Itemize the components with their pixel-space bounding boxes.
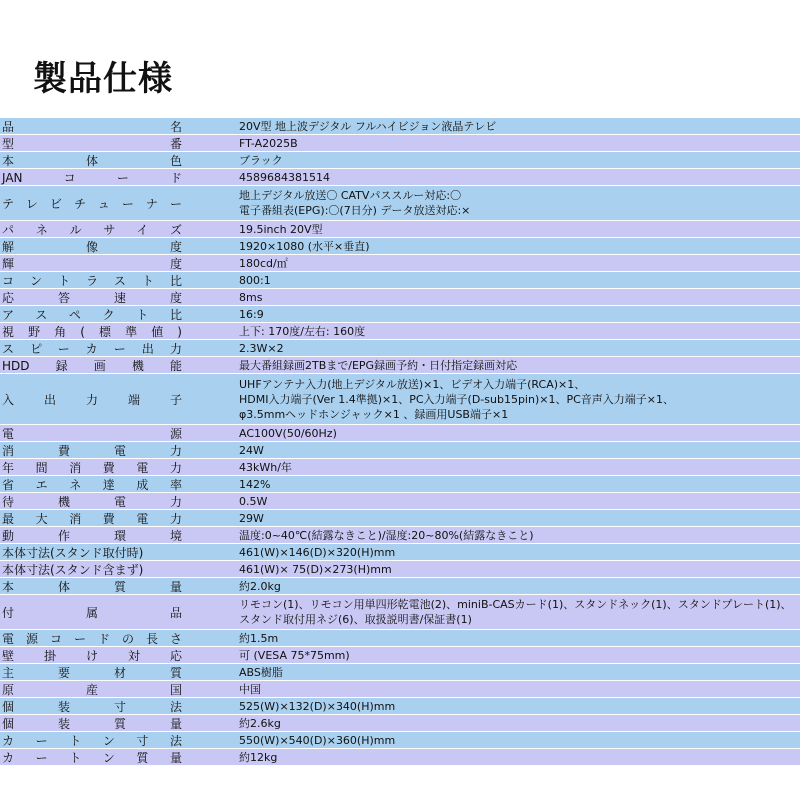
spec-value — [186, 732, 800, 748]
spec-row — [0, 578, 800, 595]
spec-label-text: 年間消費電力 — [2, 460, 182, 475]
spec-value — [186, 510, 800, 526]
spec-label — [0, 510, 186, 526]
spec-value-line: 525(W)×132(D)×340(H)mm — [239, 699, 396, 713]
spec-value-line: 電子番組表(EPG):〇(7日分) データ放送対応:× — [239, 204, 471, 217]
spec-label — [0, 169, 186, 185]
spec-value — [186, 578, 800, 594]
spec-value — [186, 221, 800, 237]
spec-value-line: HDMI入力端子(Ver 1.4準拠)×1、PC入力端子(D-sub15pin)×1、PC音声入力端子×1、 — [239, 392, 674, 406]
spec-row — [0, 664, 800, 681]
spec-label — [0, 425, 186, 441]
spec-value-line: ブラック — [239, 153, 283, 167]
spec-label-text: 本体色 — [2, 153, 182, 168]
spec-value — [186, 698, 800, 714]
spec-label — [0, 578, 186, 594]
spec-label-text: カートン質量 — [2, 750, 182, 765]
spec-label — [0, 459, 186, 475]
spec-row — [0, 749, 800, 766]
spec-label-text: 本体寸法(スタンド取付時) — [2, 545, 144, 560]
spec-label-text: 原産国 — [2, 682, 182, 697]
spec-row — [0, 595, 800, 630]
spec-value-line: リモコン(1)、リモコン用単四形乾電池(2)、miniB-CASカード(1)、スタンドネック(1)、スタンドプレート(1)、 — [239, 598, 792, 611]
spec-label-text: 最大消費電力 — [2, 511, 182, 526]
spec-label-text: 待機電力 — [2, 494, 182, 509]
spec-label — [0, 698, 186, 714]
spec-value — [186, 152, 800, 168]
spec-label-text: 本体質量 — [2, 579, 182, 594]
spec-value-line: 20V型 地上波デジタル フルハイビジョン液晶テレビ — [239, 119, 497, 133]
spec-value-line: 43kWh/年 — [239, 460, 292, 474]
spec-value — [186, 459, 800, 475]
spec-value — [186, 749, 800, 765]
spec-label-text: テレビチューナー — [2, 196, 182, 211]
spec-label-text: 電源 — [2, 426, 182, 441]
spec-label — [0, 544, 186, 560]
spec-row — [0, 732, 800, 749]
spec-label-text: HDD録画機能 — [2, 358, 182, 373]
spec-value — [186, 647, 800, 663]
spec-label-text: 個装寸法 — [2, 699, 182, 714]
spec-label — [0, 186, 186, 220]
spec-label-text: コントラスト比 — [2, 273, 182, 288]
spec-label-text: 型番 — [2, 136, 182, 151]
spec-label-text: 付属品 — [2, 605, 182, 620]
spec-value — [186, 476, 800, 492]
spec-label — [0, 630, 186, 646]
spec-label — [0, 749, 186, 765]
spec-value-line: スタンド取付用ネジ(6)、取扱説明書/保証書(1) — [239, 613, 472, 626]
spec-label-text: 省エネ達成率 — [2, 477, 182, 492]
spec-value — [186, 544, 800, 560]
spec-row — [0, 118, 800, 135]
spec-value-line: 中国 — [239, 682, 261, 696]
spec-label — [0, 289, 186, 305]
spec-label — [0, 374, 186, 424]
spec-label-text: 本体寸法(スタンド含まず) — [2, 562, 144, 577]
spec-label — [0, 221, 186, 237]
spec-label — [0, 715, 186, 731]
spec-value — [186, 186, 800, 220]
spec-label-text: 主要材質 — [2, 665, 182, 680]
spec-table — [0, 118, 800, 766]
spec-label-text: 品名 — [2, 119, 182, 134]
spec-row — [0, 698, 800, 715]
spec-value — [186, 425, 800, 441]
spec-value — [186, 493, 800, 509]
spec-value-line: 可 (VESA 75*75mm) — [239, 648, 350, 662]
spec-label — [0, 595, 186, 629]
spec-label — [0, 118, 186, 134]
page-title: 製品仕様 — [33, 59, 173, 99]
spec-value-line: 180cd/㎡ — [239, 256, 288, 270]
spec-label — [0, 476, 186, 492]
spec-value-line: 約2.6kg — [239, 716, 281, 730]
spec-label — [0, 681, 186, 697]
spec-label-text: パネルサイズ — [2, 222, 182, 237]
spec-label — [0, 442, 186, 458]
spec-value-line: AC100V(50/60Hz) — [239, 426, 337, 440]
spec-value-line: 19.5inch 20V型 — [239, 222, 323, 236]
spec-row — [0, 561, 800, 578]
spec-value-line: 550(W)×540(D)×360(H)mm — [239, 733, 396, 747]
spec-label — [0, 306, 186, 322]
spec-label-text: 壁掛け対応 — [2, 648, 182, 663]
spec-row — [0, 152, 800, 169]
spec-row — [0, 323, 800, 340]
spec-row — [0, 169, 800, 186]
spec-row — [0, 221, 800, 238]
spec-row — [0, 630, 800, 647]
spec-value-line: 最大番組録画2TBまで/EPG録画予約・日付指定録画対応 — [239, 358, 518, 372]
spec-value — [186, 527, 800, 543]
spec-value-line: 1920×1080 (水平×垂直) — [239, 239, 370, 253]
spec-row — [0, 255, 800, 272]
spec-label-text: 入出力端子 — [2, 392, 182, 407]
spec-value — [186, 357, 800, 373]
spec-row — [0, 272, 800, 289]
spec-label-text: 電源コードの長さ — [2, 631, 182, 646]
spec-value-line: 29W — [239, 511, 264, 525]
spec-value — [186, 561, 800, 577]
spec-label — [0, 732, 186, 748]
spec-label — [0, 340, 186, 356]
spec-row — [0, 374, 800, 425]
spec-label — [0, 152, 186, 168]
spec-value — [186, 442, 800, 458]
spec-value — [186, 664, 800, 680]
spec-label — [0, 493, 186, 509]
spec-value — [186, 255, 800, 271]
spec-row — [0, 306, 800, 323]
spec-value-line: 8ms — [239, 290, 263, 304]
spec-label-text: スピーカー出力 — [2, 341, 182, 356]
spec-label-text: 動作環境 — [2, 528, 182, 543]
spec-value-line: 142% — [239, 477, 271, 491]
spec-label — [0, 357, 186, 373]
spec-value — [186, 595, 800, 629]
spec-value — [186, 681, 800, 697]
spec-value-line: 461(W)×146(D)×320(H)mm — [239, 545, 396, 559]
spec-value-line: 800:1 — [239, 273, 271, 287]
spec-row — [0, 186, 800, 221]
spec-value-line: 16:9 — [239, 307, 264, 321]
spec-value-line: 461(W)× 75(D)×273(H)mm — [239, 562, 392, 576]
spec-value — [186, 630, 800, 646]
spec-value-line: 約2.0kg — [239, 579, 281, 593]
spec-label-text: 応答速度 — [2, 290, 182, 305]
spec-row — [0, 357, 800, 374]
spec-value-line: 0.5W — [239, 494, 268, 508]
spec-row — [0, 238, 800, 255]
spec-row — [0, 340, 800, 357]
spec-value-line: 約1.5m — [239, 631, 279, 645]
spec-row — [0, 442, 800, 459]
spec-label-text: 消費電力 — [2, 443, 182, 458]
spec-row — [0, 510, 800, 527]
spec-value — [186, 238, 800, 254]
spec-label — [0, 238, 186, 254]
spec-value — [186, 306, 800, 322]
spec-label-text: カートン寸法 — [2, 733, 182, 748]
spec-value — [186, 715, 800, 731]
spec-row — [0, 527, 800, 544]
spec-value — [186, 169, 800, 185]
spec-value — [186, 340, 800, 356]
spec-value-line: φ3.5mmヘッドホンジャック×1 、録画用USB端子×1 — [239, 407, 509, 421]
spec-value — [186, 323, 800, 339]
spec-row — [0, 289, 800, 306]
spec-row — [0, 459, 800, 476]
spec-row — [0, 135, 800, 152]
spec-row — [0, 493, 800, 510]
spec-row — [0, 681, 800, 698]
spec-row — [0, 425, 800, 442]
spec-value-line: FT-A2025B — [239, 136, 298, 150]
spec-row — [0, 544, 800, 561]
spec-label — [0, 647, 186, 663]
spec-value-line: 4589684381514 — [239, 170, 330, 184]
spec-value — [186, 135, 800, 151]
spec-label — [0, 664, 186, 680]
spec-value-line: ABS樹脂 — [239, 665, 283, 679]
spec-label — [0, 527, 186, 543]
spec-row — [0, 715, 800, 732]
spec-label — [0, 272, 186, 288]
spec-label-text: アスペクト比 — [2, 307, 182, 322]
spec-label-text: 解像度 — [2, 239, 182, 254]
spec-value — [186, 374, 800, 424]
spec-value-line: 上下: 170度/左右: 160度 — [239, 324, 366, 338]
spec-label — [0, 135, 186, 151]
spec-value-line: 2.3W×2 — [239, 341, 284, 355]
spec-value-line: UHFアンテナ入力(地上デジタル放送)×1、ビデオ入力端子(RCA)×1、 — [239, 377, 586, 391]
spec-label — [0, 323, 186, 339]
spec-label-text: JANコード — [2, 170, 182, 185]
spec-row — [0, 647, 800, 664]
spec-value — [186, 289, 800, 305]
spec-value-line: 温度:0~40℃(結露なきこと)/湿度:20~80%(結露なきこと) — [239, 528, 534, 542]
spec-label-text: 輝度 — [2, 256, 182, 271]
spec-label-text: 個装質量 — [2, 716, 182, 731]
spec-value — [186, 272, 800, 288]
spec-value — [186, 118, 800, 134]
spec-label-text: 視野角(標準値) — [2, 324, 182, 339]
spec-label — [0, 561, 186, 577]
spec-row — [0, 476, 800, 493]
spec-value-line: 24W — [239, 443, 264, 457]
spec-value-line: 地上デジタル放送〇 CATVパススルー対応:〇 — [239, 189, 462, 202]
spec-value-line: 約12kg — [239, 750, 278, 764]
spec-label — [0, 255, 186, 271]
